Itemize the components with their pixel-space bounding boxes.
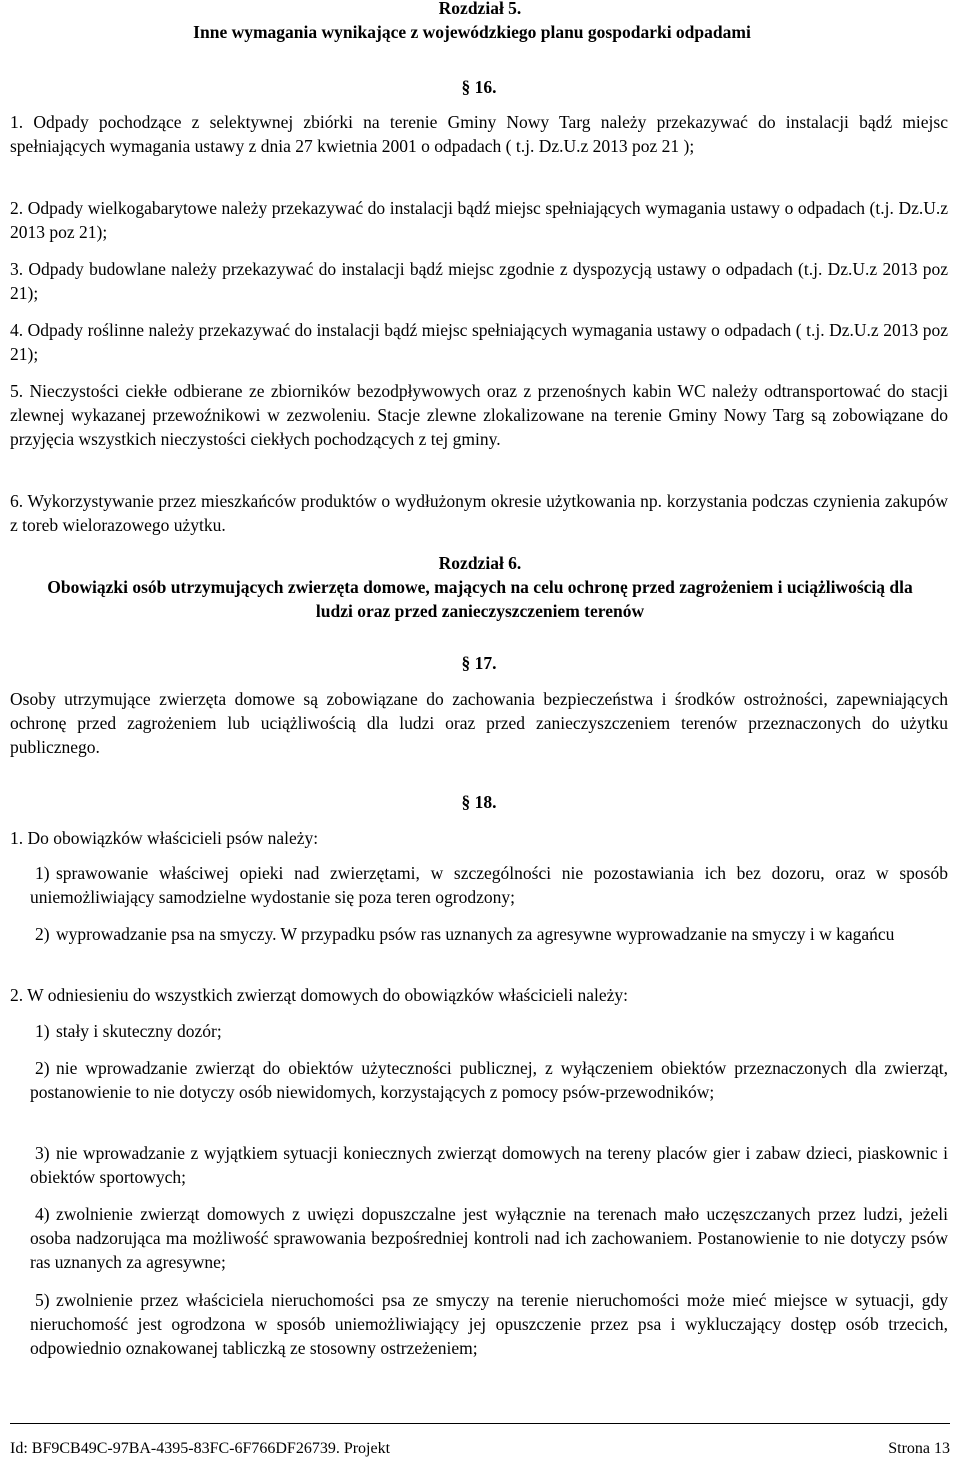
paragraph-17-text: Osoby utrzymujące zwierzęta domowe są zobowiązane do zachowania bezpieczeństwa i środków ostrożności, zapewniających ochronę przed zagrożeniem lub uciążliwością dla ludzi oraz przed zanieczyszczeniem terenów przeznaczonych do użytku publicznego. (10, 689, 948, 757)
part-1-intro: 1. Do obowiązków właścicieli psów należy: (10, 828, 319, 848)
list-item: 6. Wykorzystywanie przez mieszkańców produktów o wydłużonym okresie użytkowania np. korzystania podczas czynienia zakupów z toreb wielorazowego użytku. (10, 491, 948, 535)
chapter-6-subtitle: Obowiązki osób utrzymujących zwierzęta domowe, mających na celu ochronę przed zagrożeniem i uciążliwością dla ludzi oraz przed zanieczyszczeniem terenów (47, 577, 913, 621)
document-id: Id: BF9CB49C-97BA-4395-83FC-6F766DF26739. Projekt (10, 1440, 391, 1457)
list-item: 3. Odpady budowlane należy przekazywać do instalacji bądź miejsc zgodnie z dyspozycją ustawy o odpadach (t.j. Dz.U.z 2013 poz 21); (10, 259, 948, 303)
list-item: 4. Odpady roślinne należy przekazywać do instalacji bądź miejsc spełniających wymagania ustawy o odpadach ( t.j. Dz.U.z 2013 poz 21); (10, 320, 948, 364)
paragraph-16-heading: § 16. (461, 77, 497, 97)
paragraph-17-heading: § 17. (461, 653, 497, 673)
chapter-5-subtitle: Inne wymagania wynikające z wojewódzkiego planu gospodarki odpadami (193, 22, 751, 42)
part-2-intro: 2. W odniesieniu do wszystkich zwierząt domowych do obowiązków właścicieli należy: (10, 985, 629, 1005)
paragraph-18-heading: § 18. (461, 792, 497, 812)
list-item: 2. Odpady wielkogabarytowe należy przekazywać do instalacji bądź miejsc spełniających wymagania ustawy o odpadach (t.j. Dz.U.z 2013 poz 21); (10, 198, 949, 242)
list-item: 1. Odpady pochodzące z selektywnej zbiórki na terenie Gminy Nowy Targ należy przekazywać do instalacji bądź miejsc spełniających wymagania ustawy z dnia 27 kwietnia 2001 o odpadach ( t.j. Dz.U.z 2013 poz 21 ); (10, 112, 948, 156)
page-number: Strona 13 (888, 1440, 950, 1457)
list-item: 5. Nieczystości ciekłe odbierane ze zbiorników bezodpływowych oraz z przenośnych kabin WC należy odtransportować do stacji zlewnej wykazanej przewoźnikowi w zezwoleniu. Stacje zlewne zlokalizowane na terenie Gminy Nowy Targ są zobowiązane do przyjęcia wszystkich nieczystości ciekłych pochodzących z tej gminy. (10, 381, 948, 449)
footer-divider (10, 1423, 950, 1424)
chapter-6-title: Rozdział 6. (438, 553, 522, 573)
chapter-5-title: Rozdział 5. (438, 0, 522, 18)
